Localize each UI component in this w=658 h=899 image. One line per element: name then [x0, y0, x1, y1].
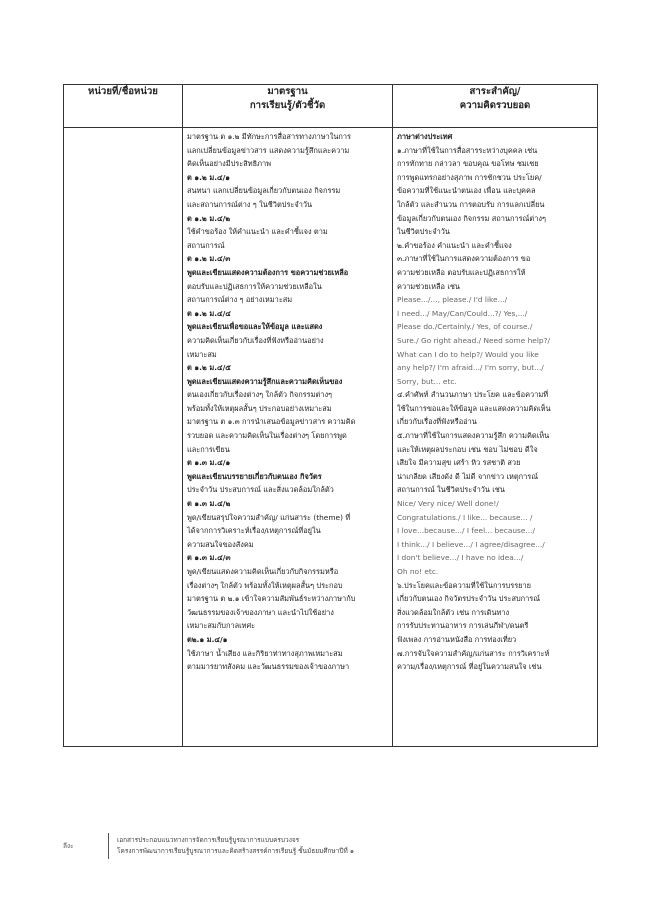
- standard-line: และสถานการณ์ต่าง ๆ ในชีวิตประจำวัน: [187, 199, 313, 209]
- standard-line: สถานการณ์ต่าง ๆ อย่างเหมาะสม: [187, 295, 293, 305]
- standard-line: ต ๑.๓ ม.๔/๒: [187, 499, 231, 509]
- header-standard: [183, 85, 393, 128]
- standard-line: มาตรฐาน ต ๑.๓ การนำเสนอข้อมูลข่าวสาร ความคิด: [187, 417, 356, 427]
- concept-line: ๕.ภาษาที่ใช้ในการแสดงความรู้สึก ความคิดเห็น: [397, 431, 550, 441]
- concept-line: I don't believe.../ I have no idea.../: [397, 553, 524, 563]
- concepts-text: [393, 128, 597, 674]
- concept-line: การทักทาย กล่าวลา ขอบคุณ ขอโทษ ชมเชย: [397, 159, 539, 169]
- concept-line: Sorry, but... etc.: [397, 376, 457, 386]
- standard-line: ต ๑.๓ ม.๔/๑: [187, 458, 231, 468]
- concept-line: ใกล้ตัว และสำนวน การตอบรับ การแลกเปลี่ยน: [397, 199, 545, 209]
- concept-line: Please.../..., please./ I'd like.../: [397, 295, 508, 305]
- concept-line: การพูดแทรกอย่างสุภาพ การชักชวน ประโยค/: [397, 172, 542, 182]
- concept-line: ๔.คำศัพท์ สำนวนภาษา ประโยค และข้อความที่: [397, 390, 549, 400]
- standard-line: สถานการณ์: [187, 240, 225, 250]
- standard-line: คิดเห็นอย่างมีประสิทธิภาพ: [187, 159, 272, 169]
- standard-line: พูดและเขียนแสดงความต้องการ ขอความช่วยเหลือ: [187, 267, 349, 277]
- standard-line: รวบยอด และความคิดเห็นในเรื่องต่างๆ โดยการพูด: [187, 431, 347, 441]
- concept-line: I love...because.../ I feel... because.../: [397, 526, 535, 536]
- concept-line: สถานการณ์ ในชีวิตประจำวัน เช่น: [397, 485, 505, 495]
- standard-line: ต๒.๑ ม.๔/๑: [187, 634, 228, 644]
- standard-line: ตอบรับและปฏิเสธการให้ความช่วยเหลือใน: [187, 281, 322, 291]
- footer-line-2: โครงการพัฒนาการเรียนรู้บูรณาการและคิดสร้างสรรค์การเรียนรู้ ชั้นมัธยมศึกษาปีที่ ๑: [117, 847, 354, 855]
- standard-line: ต ๑.๒ ม.๔/๓: [187, 254, 231, 264]
- standards-text: [183, 128, 392, 674]
- standard-line: ใช้ภาษา น้ำเสียง และกิริยาท่าทางสุภาพเหมาะสม: [187, 648, 343, 658]
- concept-line: Please do./Certainly./ Yes, of course./: [397, 322, 533, 332]
- concept-line: ฟังเพลง การอ่านหนังสือ การท่องเที่ยว: [397, 634, 517, 644]
- standard-line: ต ๑.๒ ม.๔/๒: [187, 213, 231, 223]
- standard-line: ประจำวัน ประสบการณ์ และสิ่งแวดล้อมใกล้ตัว: [187, 485, 334, 495]
- page-footer: [63, 833, 603, 861]
- standard-line: เหมาะสม: [187, 349, 217, 359]
- curriculum-table: [63, 84, 598, 747]
- concept-line: Sure./ Go right ahead./ Need some help?/: [397, 335, 550, 345]
- concept-line: ภาษาต่างประเทศ: [397, 132, 453, 141]
- concept-line: เกี่ยวกับเรื่องที่ฟังหรืออ่าน: [397, 417, 477, 427]
- standard-line: วัฒนธรรมของเจ้าของภาษา และนำไปใช้อย่าง: [187, 607, 334, 617]
- concept-line: ๗.การจับใจความสำคัญ/แก่นสาระ การวิเคราะห์: [397, 648, 550, 658]
- concept-line: สิ่งแวดล้อมใกล้ตัว เช่น การเดินทาง: [397, 607, 510, 617]
- standard-line: ใช้คำขอร้อง ให้คำแนะนำ และคำชี้แจง ตาม: [187, 227, 328, 237]
- standard-line: มาตรฐาน ต ๒.๑ เข้าใจความสัมพันธ์ระหว่างภาษากับ: [187, 594, 356, 604]
- concept-line: ๒.คำขอร้อง คำแนะนำ และคำชี้แจง: [397, 240, 512, 250]
- concept-line: I think.../ I believe.../ I agree/disagree.../: [397, 539, 545, 549]
- concept-line: เสียใจ มีความสุข เศร้า หิว รสชาติ สวย: [397, 458, 521, 468]
- header-standard-line1: มาตรฐาน: [267, 86, 308, 97]
- concept-line: ข้อความที่ใช้แนะนำตนเอง เพื่อน และบุคคล: [397, 186, 536, 196]
- concepts-cell: [393, 128, 598, 747]
- concept-line: What can I do to help?/ Would you like: [397, 349, 539, 359]
- concept-line: Congratulations./ I like... because... /: [397, 512, 533, 522]
- standard-line: พูด/เขียนแสดงความคิดเห็นเกี่ยวกับกิจกรรมหรือ: [187, 567, 339, 576]
- concept-line: ใช้ในการขอและให้ข้อมูล และแสดงความคิดเห็น: [397, 403, 551, 413]
- standard-line: พูดและเขียนบรรยายเกี่ยวกับตนเอง กิจวัตร: [187, 471, 322, 481]
- standard-line: สนทนา แลกเปลี่ยนข้อมูลเกี่ยวกับตนเอง กิจกรรม: [187, 186, 341, 196]
- standard-line: พร้อมทั้งให้เหตุผลสั้นๆ ประกอบอย่างเหมาะสม: [187, 403, 332, 413]
- standard-line: แลกเปลี่ยนข้อมูลข่าวสาร แสดงความรู้สึกและความ: [187, 145, 350, 155]
- concept-line: เกี่ยวกับตนเอง กิจวัตรประจำวัน ประสบการณ์: [397, 594, 541, 604]
- footer-divider: [108, 833, 109, 859]
- standard-line: ต ๑.๒ ม.๔/๔: [187, 308, 231, 318]
- page-number: ลีงะ: [63, 842, 74, 850]
- standard-line: และการเขียน: [187, 444, 230, 454]
- standard-line: พูดและเขียนเพื่อขอและให้ข้อมูล และแสดง: [187, 322, 323, 332]
- standard-line: เหมาะสมกับกาลเทศะ: [187, 621, 256, 631]
- standard-line: ความสนใจของสังคม: [187, 539, 254, 549]
- header-concept: [393, 85, 598, 128]
- standard-line: ต ๑.๒ ม.๔/๑: [187, 172, 230, 182]
- standard-line: ได้จากการวิเคราะห์เรื่อง/เหตุการณ์ที่อยู่ใน: [187, 526, 321, 536]
- unit-cell: [64, 128, 183, 747]
- concept-line: ความ/เรื่อง/เหตุการณ์ ที่อยู่ในความสนใจ เช่น: [397, 662, 542, 672]
- concept-line: Nice/ Very nice/ Well done!/: [397, 499, 499, 509]
- header-unit: หน่วยที่/ชื่อหน่วย: [64, 85, 183, 128]
- standard-line: ต ๑.๓ ม.๔/๓: [187, 553, 231, 563]
- concept-line: การรับประทานอาหาร การเล่นกีฬา/ดนตรี: [397, 621, 529, 631]
- standard-line: ต ๑.๒ ม.๔/๕: [187, 363, 231, 373]
- table-body-row: [64, 128, 598, 747]
- concept-line: ๓.ภาษาที่ใช้ในการแสดงความต้องการ ขอ: [397, 254, 531, 264]
- header-standard-line2: การเรียนรู้/ตัวชี้วัด: [249, 100, 326, 111]
- concept-line: ในชีวิตประจำวัน: [397, 227, 450, 237]
- concept-line: ความช่วยเหลือ เช่น: [397, 281, 460, 291]
- standard-line: ตามมารยาทสังคม และวัฒนธรรมของเจ้าของภาษา: [187, 662, 350, 672]
- concept-line: any help?/ I'm afraid.../ I'm sorry, but.../: [397, 363, 544, 373]
- concept-line: และให้เหตุผลประกอบ เช่น ชอบ ไม่ชอบ ดีใจ: [397, 444, 538, 454]
- standard-line: มาตรฐาน ต ๑.๒ มีทักษะการสื่อสารทางภาษาในการ: [187, 132, 351, 141]
- table-header-row: [64, 85, 598, 128]
- concept-line: ๖.ประโยคและข้อความที่ใช้ในการบรรยาย: [397, 580, 531, 590]
- header-concept-line1: สาระสำคัญ/: [469, 86, 521, 97]
- header-concept-line2: ความคิดรวบยอด: [459, 100, 531, 111]
- standard-line: เรื่องต่างๆ ใกล้ตัว พร้อมทั้งให้เหตุผลสั้นๆ ประกอบ: [187, 580, 343, 590]
- concept-line: ๑.ภาษาที่ใช้ในการสื่อสารระหว่างบุคคล เช่น: [397, 145, 538, 155]
- standard-line: พูดและเขียนแสดงความรู้สึกและความคิดเห็นของ: [187, 376, 343, 386]
- concept-line: Oh no! etc.: [397, 567, 439, 576]
- standard-line: ความคิดเห็นเกี่ยวกับเรื่องที่ฟังหรืออ่านอย่าง: [187, 335, 324, 345]
- concept-line: ความช่วยเหลือ ตอบรับและปฏิเสธการให้: [397, 267, 526, 277]
- standard-line: ตนเองเกี่ยวกับเรื่องต่างๆ ใกล้ตัว กิจกรรมต่างๆ: [187, 390, 333, 400]
- concept-line: ข้อมูลเกี่ยวกับตนเอง กิจกรรม สถานการณ์ต่างๆ: [397, 213, 546, 223]
- footer-line-1: เอกสารประกอบแนวทางการจัดการเรียนรู้บูรณาการแบบครบวงจร: [117, 836, 300, 844]
- concept-line: I need.../ May/Can/Could...?/ Yes,.../: [397, 308, 528, 318]
- standards-cell: [183, 128, 393, 747]
- concept-line: น่าเกลียด เสียงดัง ดี ไม่ดี จากข่าว เหตุการณ์: [397, 471, 539, 481]
- standard-line: พูด/เขียนสรุปใจความสำคัญ/ แก่นสาระ (theme) ที่: [187, 512, 351, 522]
